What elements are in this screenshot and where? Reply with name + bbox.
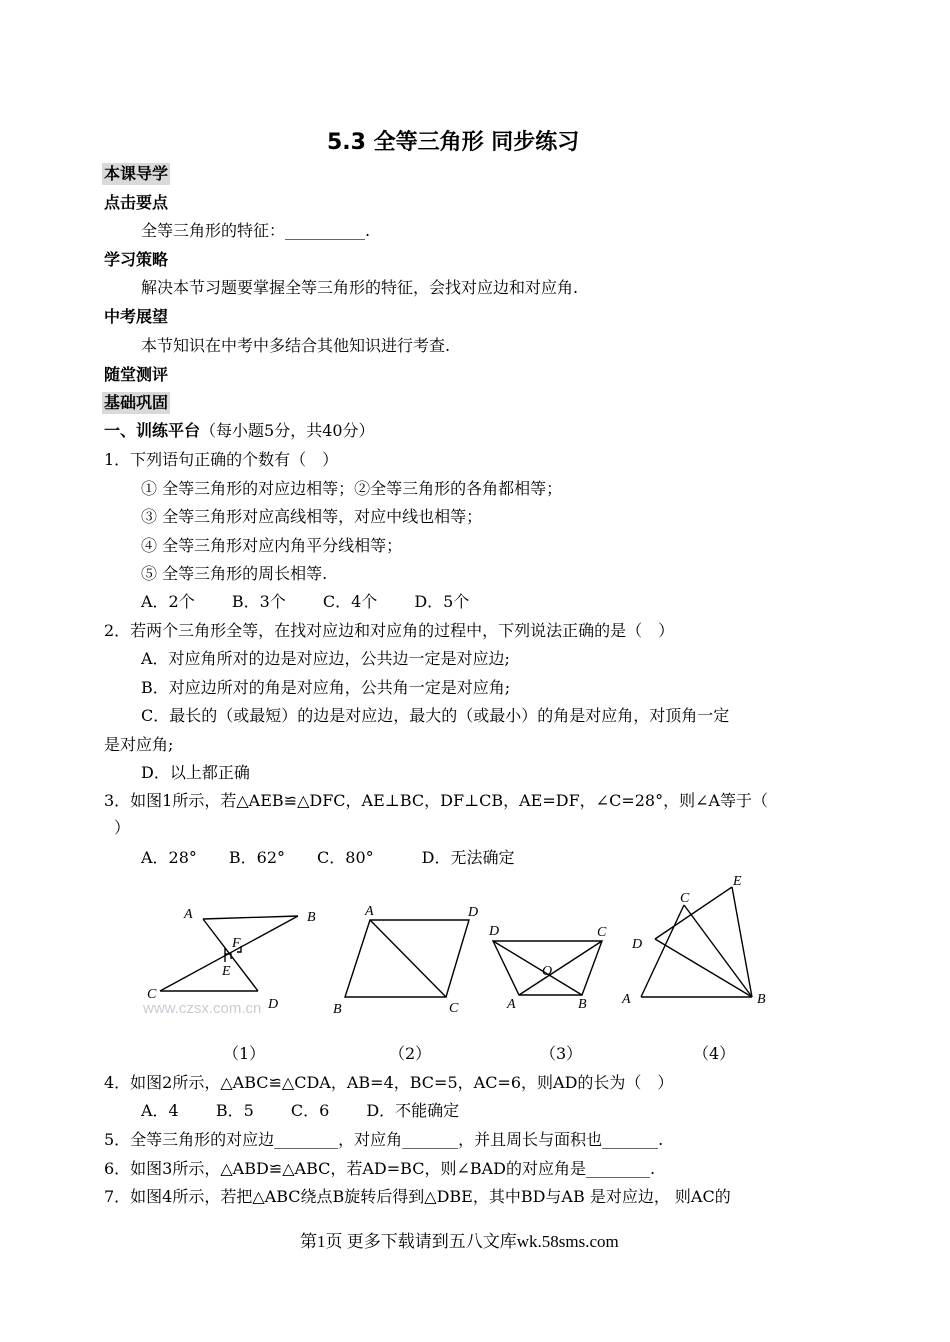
fig3-label-o: O [542,964,553,979]
fig4-label-c: C [680,891,690,906]
q2-option-c-cont: 是对应角; [104,735,174,754]
figure-4 [641,887,752,997]
fig3-label-d: D [489,924,500,939]
question-4: 4．如图2所示，△ABC≌△CDA，AB=4，BC=5，AC=6，则AD的长为（ ） [104,1073,674,1092]
fig3-label-c: C [597,925,607,940]
fig1-label-a: A [184,907,193,922]
q1-statement-4: ⑤ 全等三角形的周长相等. [141,564,328,583]
q2-option-c: C．最长的（或最短）的边是对应边，最大的（或最小）的角是对应角，对顶角一定 [141,706,730,725]
fig2-label-a: A [365,904,374,919]
question-3-cont: ） [114,818,131,837]
heading-key-points: 点击要点 [104,193,169,212]
caption-3: （3） [540,1044,583,1063]
fig2-label-b: B [333,1002,342,1017]
fig1-label-c: C [147,987,157,1002]
key-points-text: 全等三角形的特征：__________. [141,221,371,240]
section-guide: 本课导学 [104,164,169,183]
fig4-label-b: B [757,992,766,1007]
part1-label: 一、训练平台 [104,421,201,440]
fig4-label-a: A [622,992,631,1007]
caption-2: （2） [389,1044,432,1063]
part1-note: （每小题5分，共40分） [200,421,375,440]
heading-strategy: 学习策略 [104,250,169,269]
watermark: www.czsx.com.cn [143,1000,262,1017]
strategy-text: 解决本节习题要掌握全等三角形的特征，会找对应边和对应角. [141,278,579,297]
section-basic: 基础巩固 [104,393,169,412]
q2-option-a: A．对应角所对的边是对应边，公共边一定是对应边; [141,649,510,668]
exam-text: 本节知识在中考中多结合其他知识进行考查. [141,336,451,355]
q1-statement-1: ① 全等三角形的对应边相等；②全等三角形的各角都相等； [141,479,563,498]
question-6: 6．如图3所示，△ABD≌△ABC，若AD=BC，则∠BAD的对应角是________. [104,1159,656,1178]
heading-exam: 中考展望 [104,307,169,326]
fig3-label-a: A [507,997,516,1012]
fig1-label-e: E [222,964,231,979]
question-3: 3．如图1所示，若△AEB≌△DFC，AE⊥BC，DF⊥CB，AE=DF，∠C=28°，则∠A等于（ [104,791,769,810]
heading-test: 随堂测评 [104,365,169,384]
fig4-label-d: D [632,937,643,952]
page-footer: 第1页 更多下载请到五八文库wk.58sms.com [300,1232,619,1251]
caption-4: （4） [693,1044,736,1063]
fig1-label-f: F [232,936,241,951]
fig4-label-e: E [733,874,742,889]
question-1: 1．下列语句正确的个数有（ ） [104,450,339,469]
q3-options: A．28° B．62° C．80° D．无法确定 [141,848,515,867]
fig2-label-c: C [449,1001,459,1016]
q1-statement-2: ③ 全等三角形对应高线相等，对应中线也相等； [141,507,483,526]
page-title: 5.3 全等三角形 同步练习 [327,130,580,155]
fig1-label-b: B [307,910,316,925]
q4-options: A．4 B．5 C．6 D．不能确定 [141,1101,460,1120]
question-2: 2．若两个三角形全等，在找对应边和对应角的过程中，下列说法正确的是（ ） [104,621,675,640]
figure-2 [345,920,469,997]
caption-1: （1） [223,1044,266,1063]
q2-option-b: B．对应边所对的角是对应角，公共角一定是对应角; [141,678,511,697]
q1-statement-3: ④ 全等三角形对应内角平分线相等； [141,536,403,555]
figure-1 [160,916,298,991]
q1-options: A．2个 B．3个 C．4个 D．5个 [141,592,470,611]
question-7: 7．如图4所示，若把△ABC绕点B旋转后得到△DBE，其中BD与AB 是对应边， 则AC的 [104,1187,731,1206]
fig1-label-d: D [268,997,279,1012]
question-5: 5．全等三角形的对应边________，对应角_______，并且周长与面积也_______. [104,1130,664,1149]
fig3-label-b: B [578,997,587,1012]
fig2-label-d: D [468,905,479,920]
q2-option-d: D．以上都正确 [141,763,250,782]
